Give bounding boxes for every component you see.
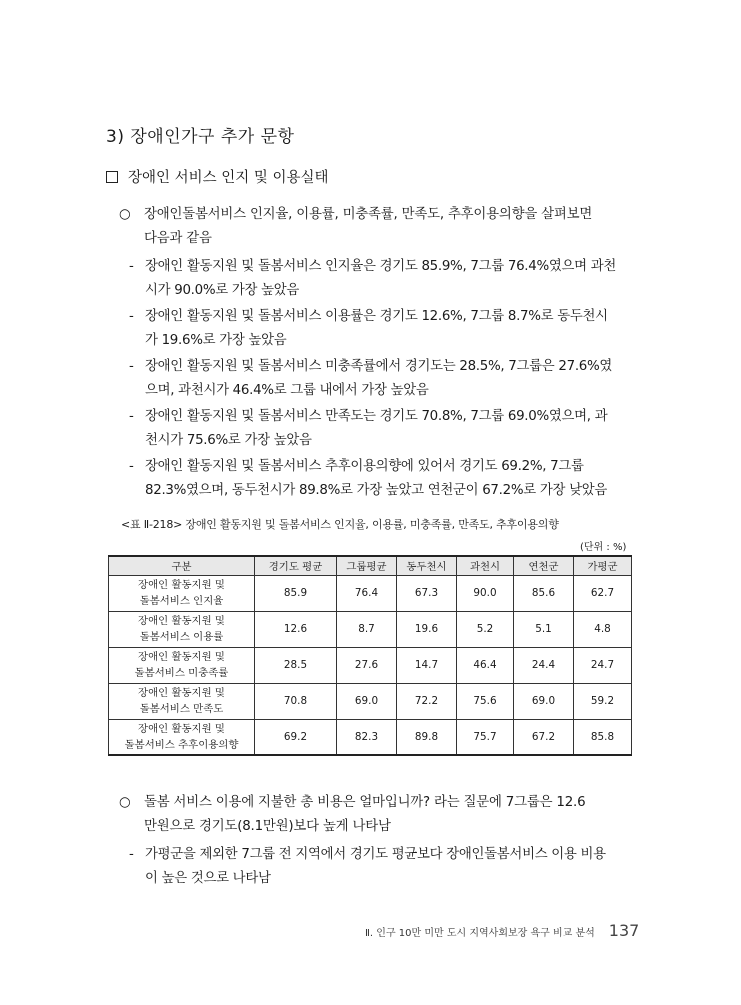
- dash-bullet: -: [129, 309, 134, 324]
- paragraph-line: 가 19.6%로 가장 높았음: [145, 333, 287, 348]
- table-cell: 70.8: [255, 683, 337, 719]
- table-cell: 75.7: [457, 719, 514, 755]
- row-label: 장애인 활동지원 및 돌봄서비스 이용률: [109, 611, 255, 647]
- table-cell: 76.4: [337, 575, 397, 611]
- paragraph-line: 장애인 활동지원 및 돌봄서비스 이용률은 경기도 12.6%, 7그룹 8.7%로 동두천시: [145, 309, 608, 324]
- row-label: 장애인 활동지원 및 돌봄서비스 미충족률: [109, 647, 255, 683]
- table-cell: 72.2: [397, 683, 457, 719]
- column-header: 연천군: [514, 556, 574, 575]
- table-cell: 85.6: [514, 575, 574, 611]
- page-number: 137: [608, 921, 640, 940]
- table-cell: 67.2: [514, 719, 574, 755]
- paragraph-line: 천시가 75.6%로 가장 높았음: [145, 433, 312, 448]
- table-row: [109, 647, 632, 683]
- table-cell: 8.7: [337, 611, 397, 647]
- paragraph-line: 82.3%였으며, 동두천시가 89.8%로 가장 높았고 연천군이 67.2%로 가장 낮았음: [145, 483, 607, 498]
- dash-bullet: -: [129, 409, 134, 424]
- table-cell: 89.8: [397, 719, 457, 755]
- table-row: [109, 683, 632, 719]
- column-header: 그룹평균: [337, 556, 397, 575]
- page-footer: [365, 921, 639, 940]
- table-unit: (단위 : %): [580, 542, 627, 553]
- subsection-heading: [106, 166, 329, 187]
- paragraph-line: 만원으로 경기도(8.1만원)보다 높게 나타남: [144, 819, 391, 834]
- circle-bullet-icon: ○: [119, 207, 131, 222]
- paragraph-line: 장애인 활동지원 및 돌봄서비스 추후이용의향에 있어서 경기도 69.2%, 7그룹: [145, 459, 584, 474]
- table-cell: 90.0: [457, 575, 514, 611]
- table-cell: 85.8: [574, 719, 632, 755]
- table-cell: 82.3: [337, 719, 397, 755]
- table-cell: 24.4: [514, 647, 574, 683]
- row-label: 장애인 활동지원 및 돌봄서비스 인지율: [109, 575, 255, 611]
- table-cell: 85.9: [255, 575, 337, 611]
- table-row: [109, 719, 632, 755]
- column-header: 과천시: [457, 556, 514, 575]
- table-cell: 4.8: [574, 611, 632, 647]
- dash-bullet: -: [129, 259, 134, 274]
- paragraph-line: 장애인 활동지원 및 돌봄서비스 미충족률에서 경기도는 28.5%, 7그룹은 27.6%였: [145, 359, 613, 374]
- table-caption: <표 Ⅱ-218> 장애인 활동지원 및 돌봄서비스 인지율, 이용률, 미충족률, 만족도, 추후이용의향: [121, 518, 559, 531]
- table-cell: 69.0: [514, 683, 574, 719]
- row-label: 장애인 활동지원 및 돌봄서비스 추후이용의향: [109, 719, 255, 755]
- paragraph-line: 다음과 같음: [144, 231, 212, 246]
- column-header: 가평군: [574, 556, 632, 575]
- column-header: 동두천시: [397, 556, 457, 575]
- paragraph-line: 장애인돌봄서비스 인지율, 이용률, 미충족률, 만족도, 추후이용의향을 살펴보면: [144, 207, 593, 222]
- table-cell: 19.6: [397, 611, 457, 647]
- square-bullet-icon: [106, 171, 118, 183]
- table-cell: 24.7: [574, 647, 632, 683]
- paragraph-line: 이 높은 것으로 나타남: [145, 871, 271, 886]
- table-row: [109, 611, 632, 647]
- table-cell: 62.7: [574, 575, 632, 611]
- table-cell: 69.2: [255, 719, 337, 755]
- table-cell: 69.0: [337, 683, 397, 719]
- section-title: 3) 장애인가구 추가 문항: [106, 127, 295, 147]
- row-label: 장애인 활동지원 및 돌봄서비스 만족도: [109, 683, 255, 719]
- column-header: 구분: [109, 556, 255, 575]
- paragraph-line: 장애인 활동지원 및 돌봄서비스 인지율은 경기도 85.9%, 7그룹 76.4%였으며 과천: [145, 259, 617, 274]
- running-footer-text: Ⅱ. 인구 10만 미만 도시 지역사회보장 욕구 비교 분석: [365, 928, 595, 939]
- table-cell: 5.1: [514, 611, 574, 647]
- subsection-title: 장애인 서비스 인지 및 이용실태: [128, 170, 329, 186]
- table-cell: 75.6: [457, 683, 514, 719]
- table-row: [109, 575, 632, 611]
- dash-bullet: -: [129, 359, 134, 374]
- table-cell: 27.6: [337, 647, 397, 683]
- table-cell: 5.2: [457, 611, 514, 647]
- paragraph-line: 가평군을 제외한 7그룹 전 지역에서 경기도 평균보다 장애인돌봄서비스 이용 비용: [145, 847, 606, 862]
- paragraph-line: 돌봄 서비스 이용에 지불한 총 비용은 얼마입니까? 라는 질문에 7그룹은 12.6: [144, 795, 586, 810]
- paragraph-line: 시가 90.0%로 가장 높았음: [145, 283, 299, 298]
- dash-bullet: -: [129, 847, 134, 862]
- table-cell: 12.6: [255, 611, 337, 647]
- data-table: [108, 555, 632, 756]
- table-cell: 14.7: [397, 647, 457, 683]
- table-cell: 59.2: [574, 683, 632, 719]
- paragraph-line: 으며, 과천시가 46.4%로 그룹 내에서 가장 높았음: [145, 383, 429, 398]
- paragraph-line: 장애인 활동지원 및 돌봄서비스 만족도는 경기도 70.8%, 7그룹 69.0%였으며, 과: [145, 409, 608, 424]
- table-cell: 46.4: [457, 647, 514, 683]
- table-cell: 67.3: [397, 575, 457, 611]
- dash-bullet: -: [129, 459, 134, 474]
- column-header: 경기도 평균: [255, 556, 337, 575]
- table-header-row: [109, 556, 632, 575]
- circle-bullet-icon: ○: [119, 795, 131, 810]
- table-cell: 28.5: [255, 647, 337, 683]
